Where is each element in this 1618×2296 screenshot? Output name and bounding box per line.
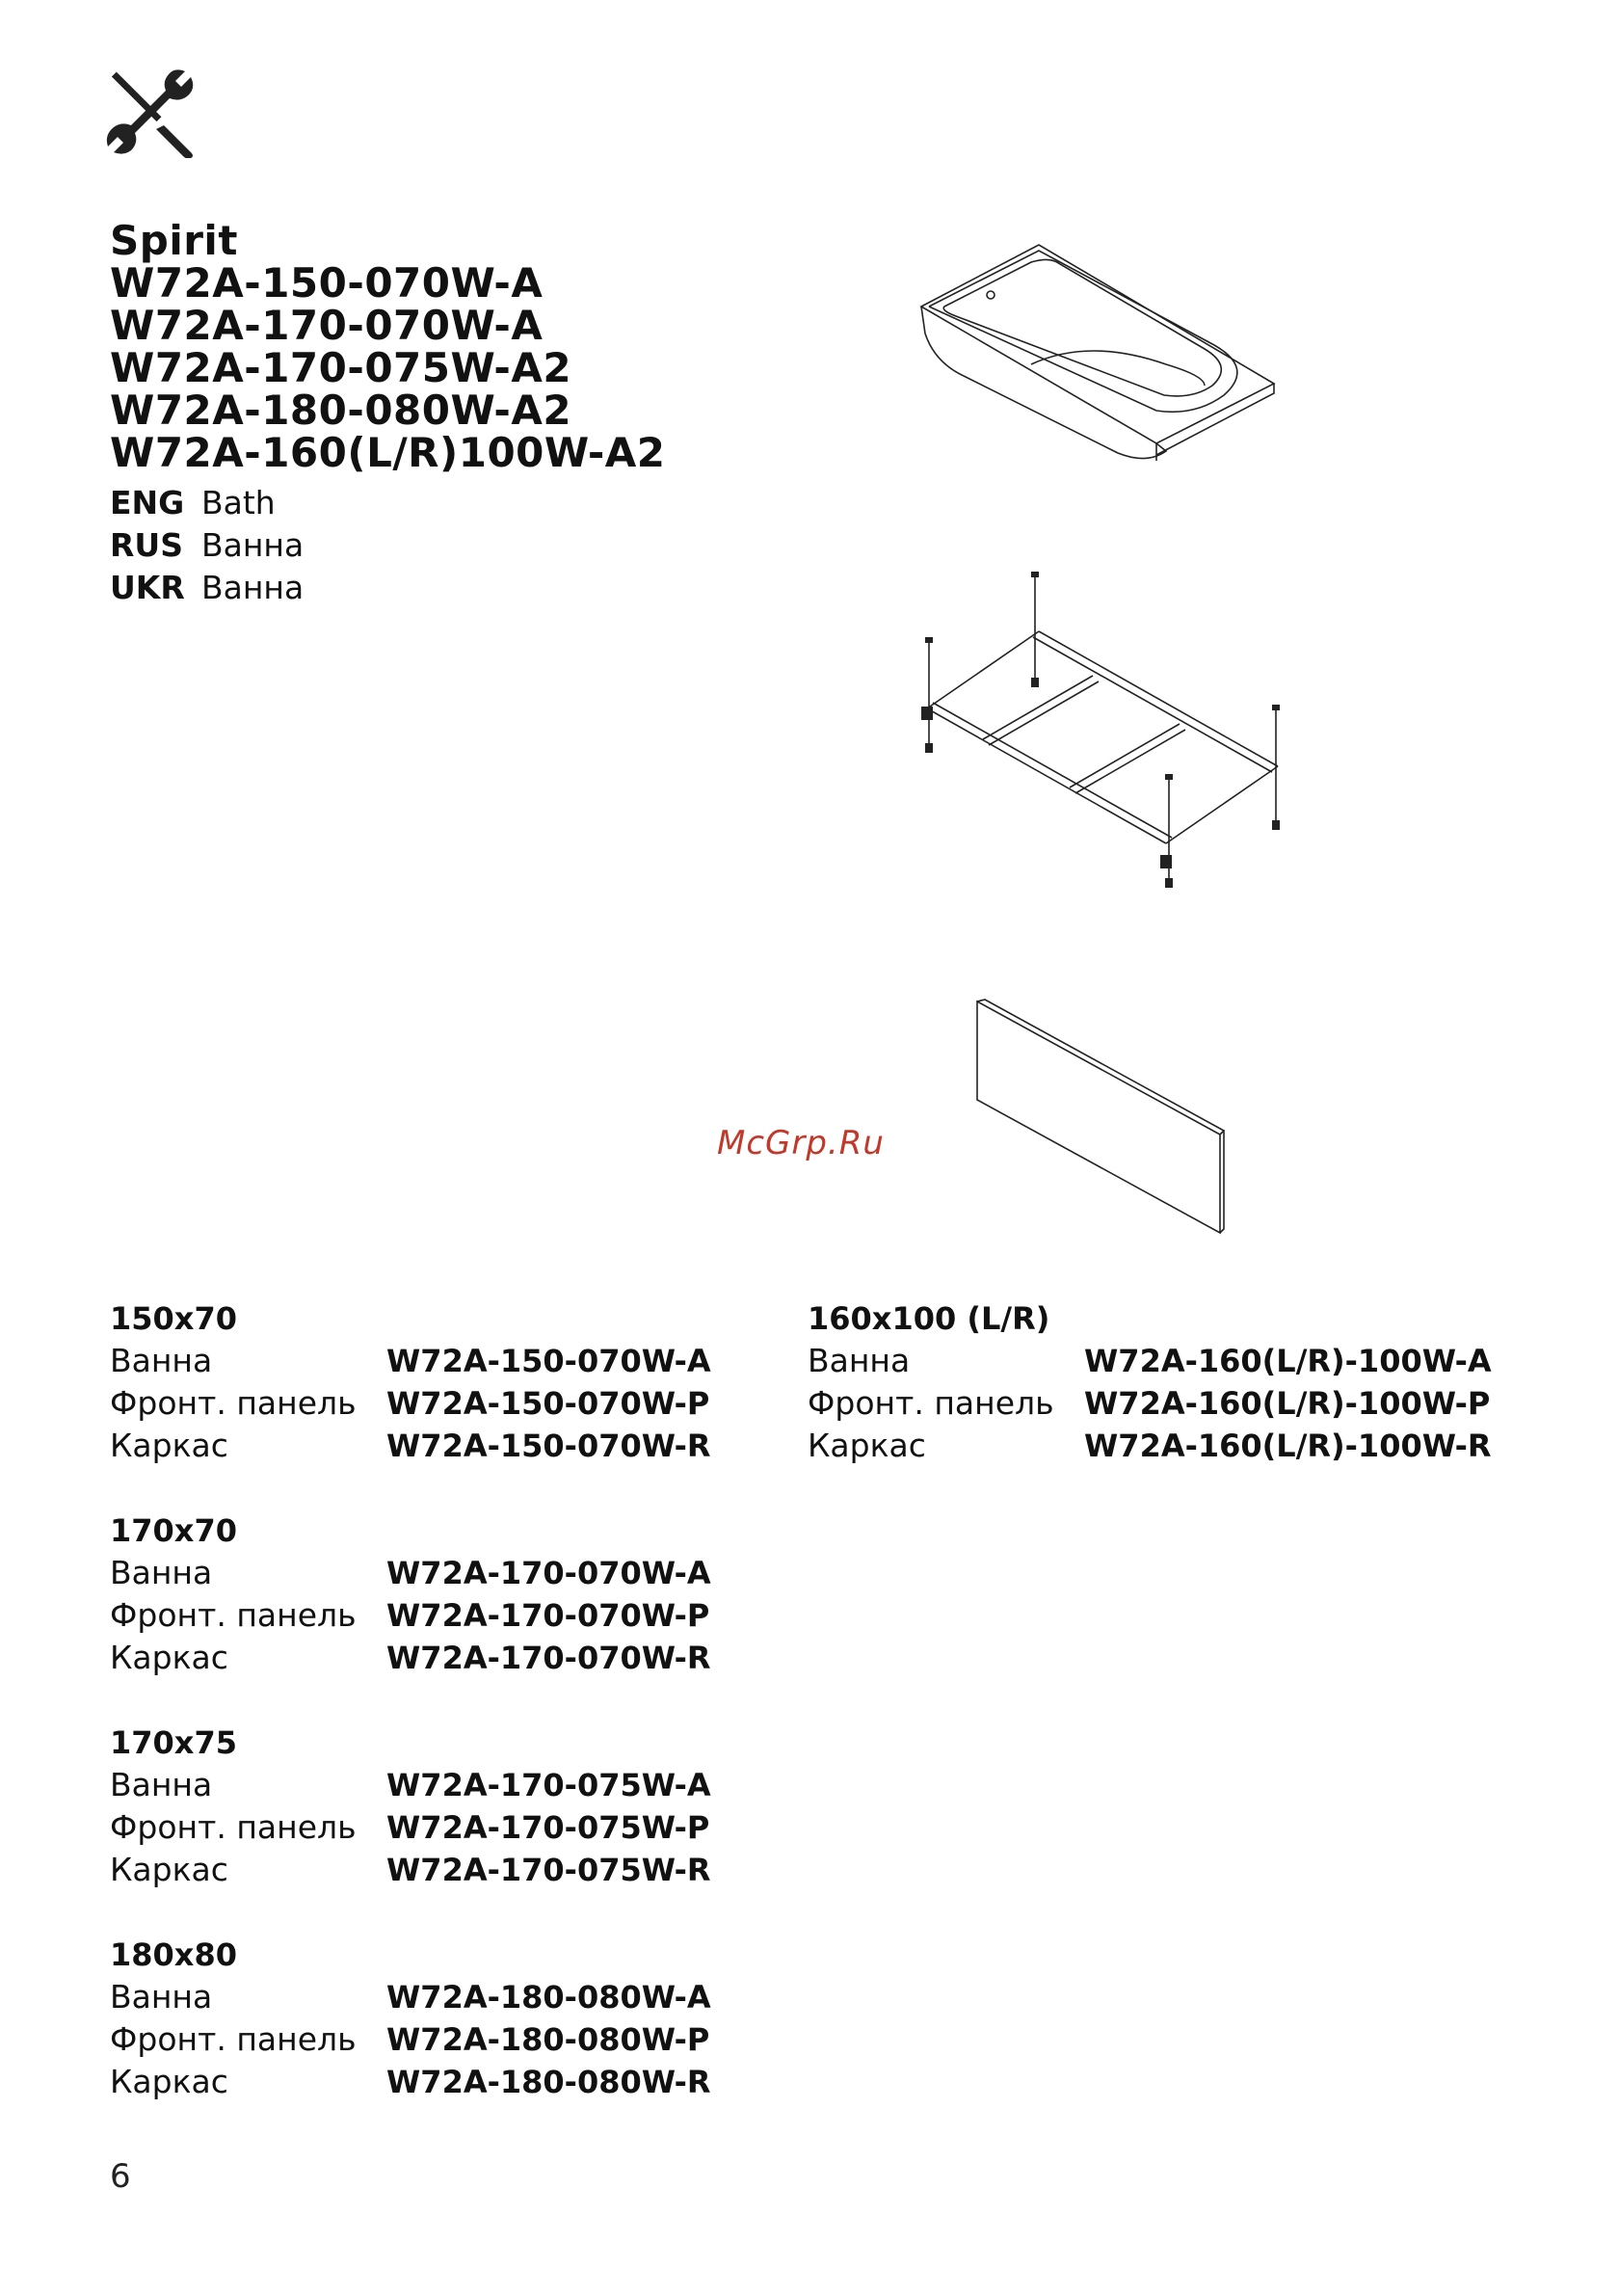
part-label: Ванна	[110, 1978, 213, 2016]
part-label: Каркас	[808, 1427, 926, 1464]
language-row	[110, 524, 304, 567]
part-code: W72A-160(L/R)-100W-P	[1084, 1385, 1491, 1422]
part-row	[110, 2061, 711, 2103]
size-heading: 170x70	[110, 1512, 237, 1549]
part-code: W72A-160(L/R)-100W-A	[1084, 1343, 1492, 1379]
size-group	[808, 1297, 1492, 1467]
part-label: Фронт. панель	[110, 1808, 357, 1846]
model-code: W72A-160(L/R)100W-A2	[110, 429, 666, 476]
title-block	[110, 217, 666, 476]
part-code: W72A-170-075W-R	[386, 1852, 711, 1888]
language-row	[110, 482, 304, 524]
part-label: Каркас	[110, 1851, 228, 1888]
tools-icon	[106, 66, 199, 158]
part-code: W72A-170-075W-P	[386, 1809, 710, 1846]
size-group	[110, 1934, 711, 2103]
part-row	[110, 1806, 711, 1849]
model-code: W72A-180-080W-A2	[110, 387, 572, 434]
part-code: W72A-180-080W-P	[386, 2021, 710, 2058]
watermark: McGrp.Ru	[717, 1124, 885, 1162]
part-label: Каркас	[110, 2063, 228, 2100]
part-row	[110, 1425, 711, 1467]
part-row	[110, 1976, 711, 2018]
part-code: W72A-180-080W-A	[386, 1979, 711, 2016]
part-row	[110, 1764, 711, 1806]
part-label: Ванна	[808, 1342, 911, 1379]
part-code: W72A-170-070W-R	[386, 1640, 711, 1676]
language-name: Bath	[201, 484, 276, 521]
product-name: Spirit	[110, 217, 238, 264]
part-code: W72A-150-070W-P	[386, 1385, 710, 1422]
size-heading: 170x75	[110, 1724, 237, 1761]
part-label: Фронт. панель	[110, 1384, 357, 1422]
model-code: W72A-150-070W-A	[110, 259, 544, 307]
language-code: UKR	[110, 569, 185, 606]
part-label: Каркас	[110, 1427, 228, 1464]
part-row	[110, 1382, 711, 1425]
part-row	[110, 1340, 711, 1382]
part-label: Каркас	[110, 1639, 228, 1676]
part-row	[110, 1849, 711, 1891]
part-row	[110, 1637, 711, 1679]
page-number: 6	[110, 2157, 131, 2196]
part-label: Фронт. панель	[110, 1596, 357, 1634]
part-row	[808, 1382, 1492, 1425]
part-code: W72A-180-080W-R	[386, 2064, 711, 2100]
front-panel-illustration	[973, 998, 1233, 1239]
part-row	[110, 1594, 711, 1637]
part-label: Ванна	[110, 1342, 213, 1379]
language-code: ENG	[110, 484, 185, 521]
bathtub-illustration	[915, 241, 1282, 472]
language-code: RUS	[110, 526, 183, 564]
model-code: W72A-170-075W-A2	[110, 344, 572, 391]
model-code: W72A-170-070W-A	[110, 302, 544, 349]
part-label: Ванна	[110, 1554, 213, 1591]
language-name: Ванна	[201, 526, 305, 564]
language-name: Ванна	[201, 569, 305, 606]
part-code: W72A-170-070W-A	[386, 1555, 711, 1591]
part-row	[808, 1340, 1492, 1382]
language-row	[110, 567, 304, 609]
part-row	[110, 2018, 711, 2061]
size-group	[110, 1722, 711, 1891]
size-heading: 180x80	[110, 1936, 237, 1973]
language-list	[110, 482, 304, 609]
size-group	[110, 1297, 711, 1467]
part-row	[808, 1425, 1492, 1467]
part-code: W72A-170-075W-A	[386, 1767, 711, 1803]
part-row	[110, 1552, 711, 1594]
part-code: W72A-170-070W-P	[386, 1597, 710, 1634]
part-code: W72A-150-070W-A	[386, 1343, 711, 1379]
part-label: Ванна	[110, 1766, 213, 1803]
size-heading: 160x100 (L/R)	[808, 1300, 1050, 1337]
part-label: Фронт. панель	[110, 2020, 357, 2058]
part-label: Фронт. панель	[808, 1384, 1054, 1422]
size-group	[110, 1509, 711, 1679]
part-code: W72A-160(L/R)-100W-R	[1084, 1428, 1492, 1464]
part-code: W72A-150-070W-R	[386, 1428, 711, 1464]
frame-illustration	[906, 564, 1311, 901]
size-heading: 150x70	[110, 1300, 237, 1337]
